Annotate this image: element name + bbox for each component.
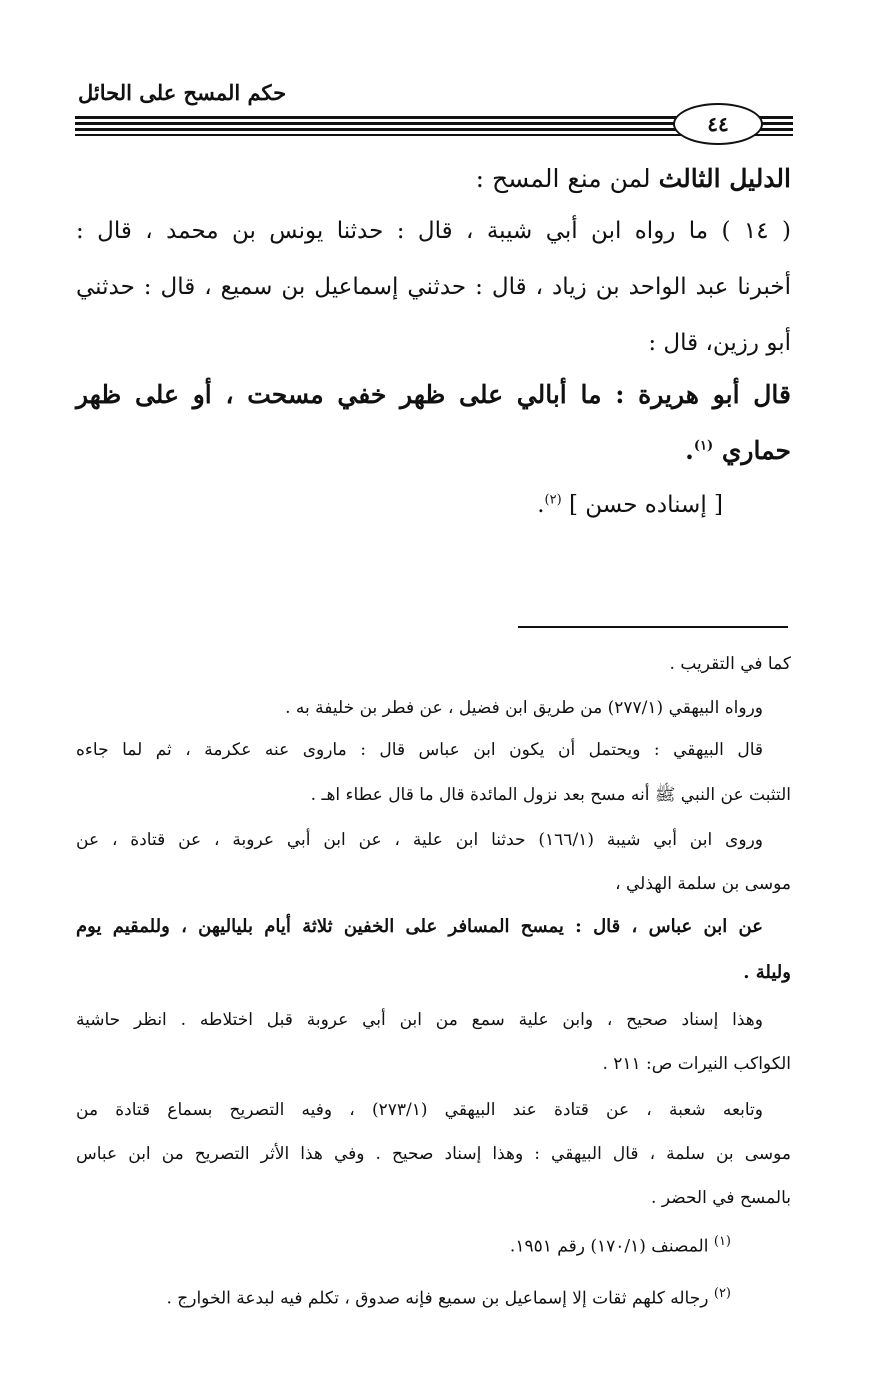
footnote-line: وتابعه شعبة ، عن قتادة عند البيهقي (٢٧٣/١) ، وفيه التصريح بسماع قتادة من [76,1100,763,1120]
grade-end: . [537,492,545,518]
body-line: أبو رزين، قال : [648,330,791,356]
footnote-line: وليلة . [743,962,791,983]
footnote-text: رجاله كلهم ثقات إلا إسماعيل بن سميع فإنه صدوق ، تكلم فيه لبدعة الخوارج . [166,1288,714,1309]
footnote-line: كما في التقريب . [669,654,791,674]
footnote-line: وروى ابن أبي شيبة (١٦٦/١) حدثنا ابن علية ، عن ابن أبي عروبة ، عن قتادة ، عن [76,830,763,850]
footnote-line: موسى بن سلمة ، قال البيهقي : وهذا إسناد صحيح . وفي هذا الأثر التصريح من ابن عباس [76,1144,791,1164]
page-number-badge [673,103,763,145]
quote-line [76,436,791,465]
section-heading [76,164,791,193]
footnote-mark: (٢) [713,1286,731,1301]
grade-text: [ إسناده حسن ] [568,492,723,518]
footnote-ref: (٢) [544,492,562,508]
footnote-line: موسى بن سلمة الهذلي ، [615,874,791,894]
heading-bold: الدليل الثالث [658,164,791,193]
quote-end: . [685,436,694,465]
footnote-ref: (١) [693,438,714,454]
footnote-line: قال البيهقي : ويحتمل أن يكون ابن عباس قال : ماروى عنه عكرمة ، ثم لما جاءه [76,740,763,760]
footnote-line: عن ابن عباس ، قال : يمسح المسافر على الخفين ثلاثة أيام بلياليهن ، وللمقيم يوم [76,916,763,937]
footnote-2 [76,1286,731,1309]
footnote-line: بالمسح في الحضر . [651,1188,791,1208]
isnad-grade [537,492,723,518]
footnote-separator [518,626,788,628]
footnote-line: ورواه البيهقي (٢٧٧/١) من طريق ابن فضيل ، عن فطر بن خليفة به . [285,698,763,718]
footnote-mark: (١) [713,1234,731,1249]
heading-rest: لمن منع المسح : [475,164,659,193]
quote-line: قال أبو هريرة : ما أبالي على ظهر خفي مسحت ، أو على ظهر [76,380,791,409]
footnote-line: وهذا إسناد صحيح ، وابن علية سمع من ابن أبي عروبة قبل اختلاطه . انظر حاشية [76,1010,763,1030]
page-number: ٤٤ [707,112,729,136]
running-title: حكم المسح على الحائل [78,80,287,105]
footnote-line: الكواكب النيرات ص: ٢١١ . [602,1054,791,1074]
footnote-1 [76,1234,731,1257]
footnote-text: المصنف (١٧٠/١) رقم ١٩٥١. [509,1236,714,1257]
footnote-line: التثبت عن النبي ﷺ أنه مسح بعد نزول المائدة قال ما قال عطاء اهـ . [310,785,791,805]
body-line: أخبرنا عبد الواحد بن زياد ، قال : حدثني إسماعيل بن سميع ، قال : حدثني [76,274,791,300]
quote-text: حماري [721,436,791,465]
body-line: ( ١٤ ) ما رواه ابن أبي شيبة ، قال : حدثنا يونس بن محمد ، قال : [76,218,791,244]
